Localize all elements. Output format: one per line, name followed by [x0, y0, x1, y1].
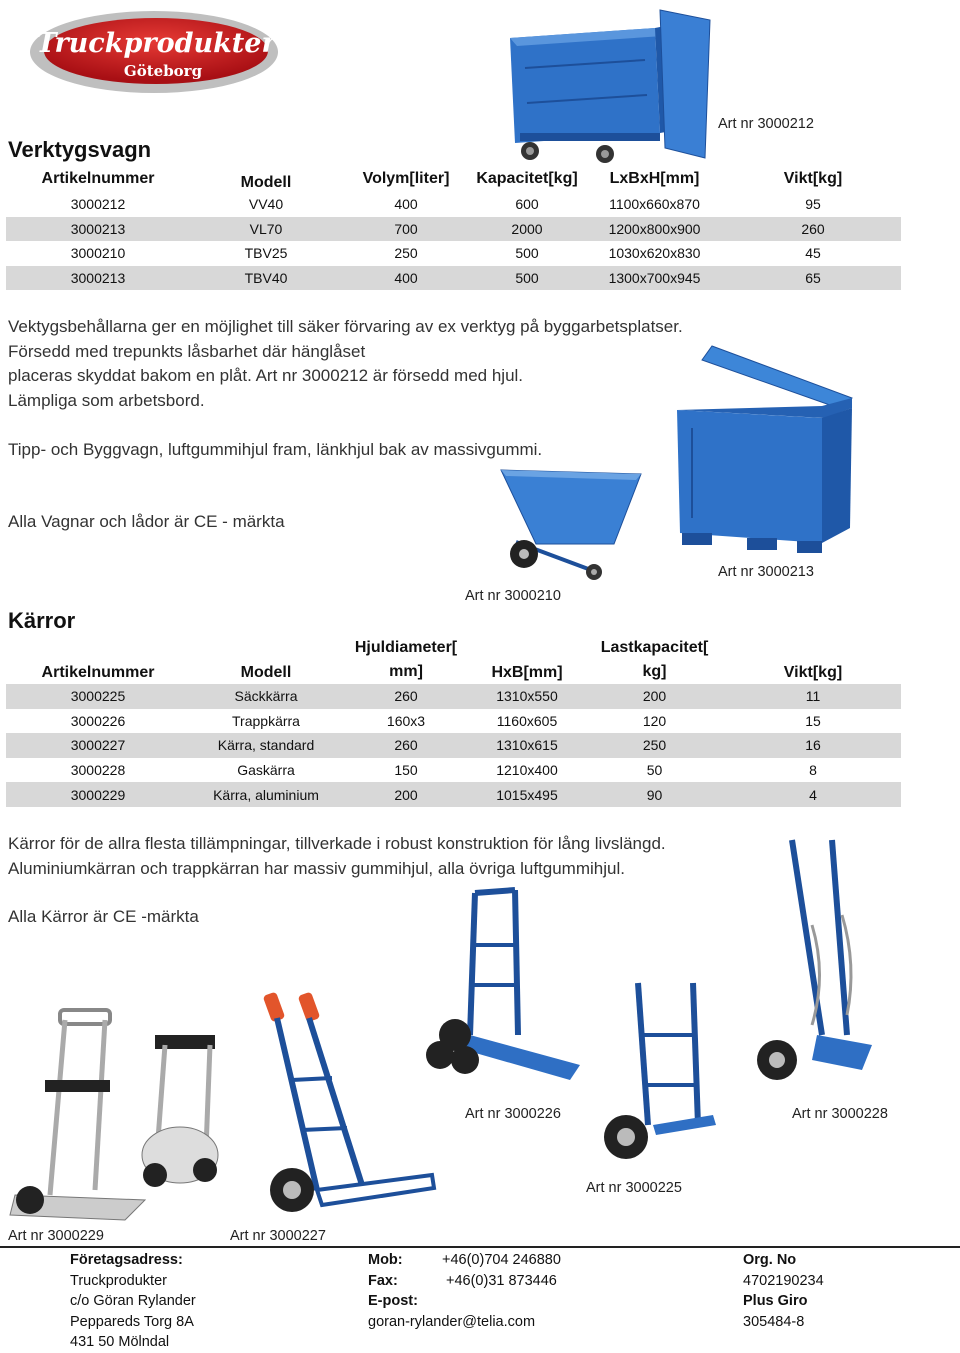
- wagons-desc-line: Vektygsbehållarna ger en möjlighet till säker förvaring av ex verktyg på byggarbetsplatser.: [8, 317, 683, 336]
- table-cell: 400: [394, 196, 418, 213]
- table-cell: 1160x605: [496, 712, 558, 729]
- table-cell: TBV25: [244, 245, 288, 262]
- footer-email-label: E-post:: [368, 1293, 418, 1309]
- standard-cart-3000227-image: [262, 990, 440, 1228]
- carts-table-header: [6, 636, 901, 684]
- table-cell: 65: [725, 266, 901, 291]
- wagons-table: [6, 166, 901, 290]
- sack-cart-3000225-image: [598, 975, 718, 1167]
- table-cell: 150: [394, 762, 418, 779]
- table-cell: 1300x700x945: [584, 266, 725, 291]
- footer-address-label: Företagsadress:: [70, 1252, 183, 1268]
- table-cell: 1200x800x900: [584, 217, 725, 242]
- logo-brand-text: Truckprodukter: [36, 28, 276, 59]
- truckprodukter-logo: [28, 8, 280, 94]
- section-title-wagons: Verktygsvagn: [8, 137, 152, 162]
- table-cell: TBV40: [190, 266, 342, 291]
- footer-divider: [0, 1246, 960, 1248]
- table-cell: 3000213: [6, 217, 190, 242]
- wagons-col-modell: Modell: [240, 174, 292, 191]
- table-cell: Säckkärra: [190, 684, 342, 709]
- table-cell: 3000229: [6, 782, 190, 807]
- carts-col-hjuldiameter: [342, 636, 470, 684]
- table-row: [6, 758, 901, 783]
- table-cell: 160x3: [386, 712, 426, 729]
- table-row: [6, 217, 901, 242]
- table-row: [6, 192, 901, 217]
- footer-mob-value[interactable]: +46(0)704 246880: [442, 1252, 561, 1268]
- table-cell: 2000: [470, 217, 584, 242]
- table-row: [6, 684, 901, 709]
- table-cell: 1210x400: [496, 762, 558, 779]
- table-cell: 200: [584, 684, 725, 709]
- art-label-3000210: Art nr 3000210: [465, 588, 561, 604]
- table-cell: 3000210: [70, 245, 126, 262]
- table-cell: 45: [805, 245, 821, 262]
- table-cell: 500: [470, 266, 584, 291]
- art-label-3000212: Art nr 3000212: [718, 116, 814, 132]
- wagons-col-artikelnummer: Artikelnummer: [41, 170, 155, 187]
- table-row: [6, 709, 901, 734]
- wagons-desc-line: Lämpliga som arbetsbord.: [8, 390, 205, 410]
- table-cell: 50: [646, 762, 663, 779]
- tool-box-3000213-image: [672, 338, 872, 560]
- footer-fax-value: +46(0)31 873446: [446, 1272, 557, 1289]
- table-cell: 260: [342, 733, 470, 758]
- wagons-col-kapacitet: Kapacitet[kg]: [476, 170, 578, 187]
- wagons-desc-line: placeras skyddat bakom en plåt. Art nr 3000212 är försedd med hjul.: [8, 366, 524, 385]
- table-cell: 1100x660x870: [609, 196, 700, 213]
- footer-mob-label: Mob:: [368, 1252, 403, 1268]
- table-row: [6, 266, 901, 291]
- art-label-3000229: Art nr 3000229: [8, 1228, 104, 1244]
- carts-col-vikt: Vikt[kg]: [783, 664, 843, 681]
- table-cell: 3000213: [6, 266, 190, 291]
- table-row: [6, 241, 901, 266]
- table-cell: Trappkärra: [232, 712, 300, 729]
- footer-address-line: 431 50 Mölndal: [70, 1334, 170, 1350]
- table-cell: VV40: [248, 196, 284, 213]
- carts-description: [8, 832, 868, 881]
- footer-email-link[interactable]: goran-rylander@telia.com: [368, 1313, 536, 1330]
- table-cell: 3000226: [70, 712, 126, 729]
- footer-fax-label: Fax:: [368, 1272, 398, 1289]
- table-cell: 3000225: [6, 684, 190, 709]
- table-cell: 500: [515, 245, 539, 262]
- footer-address-line: c/o Göran Rylander: [70, 1293, 196, 1309]
- table-cell: 95: [805, 196, 821, 213]
- table-cell: 250: [584, 733, 725, 758]
- logo-city-text: Göteborg: [123, 62, 203, 80]
- table-cell: Gaskärra: [237, 762, 295, 779]
- table-cell: 15: [805, 712, 821, 729]
- section-title-carts: Kärror: [8, 608, 76, 633]
- carts-col-lastkapacitet: [584, 636, 725, 684]
- art-label-3000227: Art nr 3000227: [230, 1228, 326, 1244]
- footer-address-line: Peppareds Torg 8A: [70, 1313, 194, 1330]
- table-cell: 250: [394, 245, 418, 262]
- footer-org: [743, 1250, 824, 1332]
- wagons-col-vikt: Vikt[kg]: [783, 170, 843, 187]
- tipping-wagon-3000210-image: [496, 462, 651, 582]
- footer-address-line: Truckprodukter: [70, 1272, 167, 1289]
- art-label-3000226: Art nr 3000226: [465, 1106, 561, 1122]
- table-cell: 1030x620x830: [608, 245, 701, 262]
- table-cell: 8: [809, 762, 817, 779]
- carts-col-hjuldiameter-line2: mm]: [389, 663, 423, 680]
- footer-org-value: 4702190234: [743, 1272, 824, 1289]
- wagons-table-header: [6, 166, 901, 192]
- carts-desc-line: Kärror för de allra flesta tillämpningar, tillverkade i robust konstruktion för lång livslängd.: [8, 834, 666, 853]
- carts-desc-line: Aluminiumkärran och trappkärran har massiv gummihjul, alla övriga luftgummihjul.: [8, 858, 625, 878]
- table-cell: 1310x550: [470, 684, 584, 709]
- table-cell: 400: [342, 266, 470, 291]
- table-row: [6, 733, 901, 758]
- wagons-desc-line: Försedd med trepunkts låsbarhet där hänglåset: [8, 341, 366, 361]
- tipp-description: Tipp- och Byggvagn, luftgummihjul fram, länkhjul bak av massivgummi.: [8, 440, 543, 459]
- carts-table: [6, 636, 901, 807]
- table-cell: 1310x615: [470, 733, 584, 758]
- carts-col-modell: Modell: [240, 664, 292, 681]
- carts-col-lastkapacitet-line1: Lastkapacitet[: [600, 639, 709, 656]
- art-label-3000228: Art nr 3000228: [792, 1106, 888, 1122]
- table-cell: 11: [725, 684, 901, 709]
- footer-contact: [368, 1250, 668, 1332]
- table-cell: 90: [584, 782, 725, 807]
- aluminium-cart-3000229-image: [5, 1005, 225, 1227]
- table-cell: 120: [642, 712, 667, 729]
- stair-cart-3000226-image: [420, 885, 585, 1100]
- carts-col-lastkapacitet-line2: kg]: [642, 663, 667, 680]
- wagons-col-lxbxh: LxBxH[mm]: [609, 170, 700, 187]
- table-cell: 16: [725, 733, 901, 758]
- carts-col-hjuldiameter-line1: Hjuldiameter[: [354, 639, 458, 656]
- table-cell: 3000212: [70, 196, 126, 213]
- art-label-3000225: Art nr 3000225: [586, 1180, 682, 1196]
- table-cell: 4: [725, 782, 901, 807]
- table-cell: 700: [342, 217, 470, 242]
- table-row: [6, 782, 901, 807]
- wagons-ce-note: Alla Vagnar och lådor är CE - märkta: [8, 512, 285, 531]
- table-cell: VL70: [190, 217, 342, 242]
- table-cell: 260: [725, 217, 901, 242]
- table-cell: 260: [342, 684, 470, 709]
- table-cell: 600: [515, 196, 539, 213]
- footer-giro-label: Plus Giro: [743, 1293, 808, 1309]
- gas-cart-3000228-image: [752, 835, 882, 1095]
- table-cell: 3000228: [70, 762, 126, 779]
- carts-col-artikelnummer: Artikelnummer: [41, 664, 155, 681]
- art-label-3000213: Art nr 3000213: [718, 564, 814, 580]
- footer-address: [70, 1250, 196, 1353]
- footer-giro-value: 305484-8: [743, 1313, 805, 1330]
- table-cell: 1015x495: [470, 782, 584, 807]
- table-cell: 3000227: [6, 733, 190, 758]
- tool-container-3000212-image: [505, 8, 715, 168]
- table-cell: Kärra, aluminium: [190, 782, 342, 807]
- footer-org-label: Org. No: [743, 1252, 797, 1268]
- carts-ce-note: Alla Kärror är CE -märkta: [8, 907, 199, 926]
- table-cell: 200: [342, 782, 470, 807]
- table-cell: Kärra, standard: [190, 733, 342, 758]
- wagons-col-volym: Volym[liter]: [362, 170, 450, 187]
- carts-col-hxb: HxB[mm]: [491, 664, 563, 681]
